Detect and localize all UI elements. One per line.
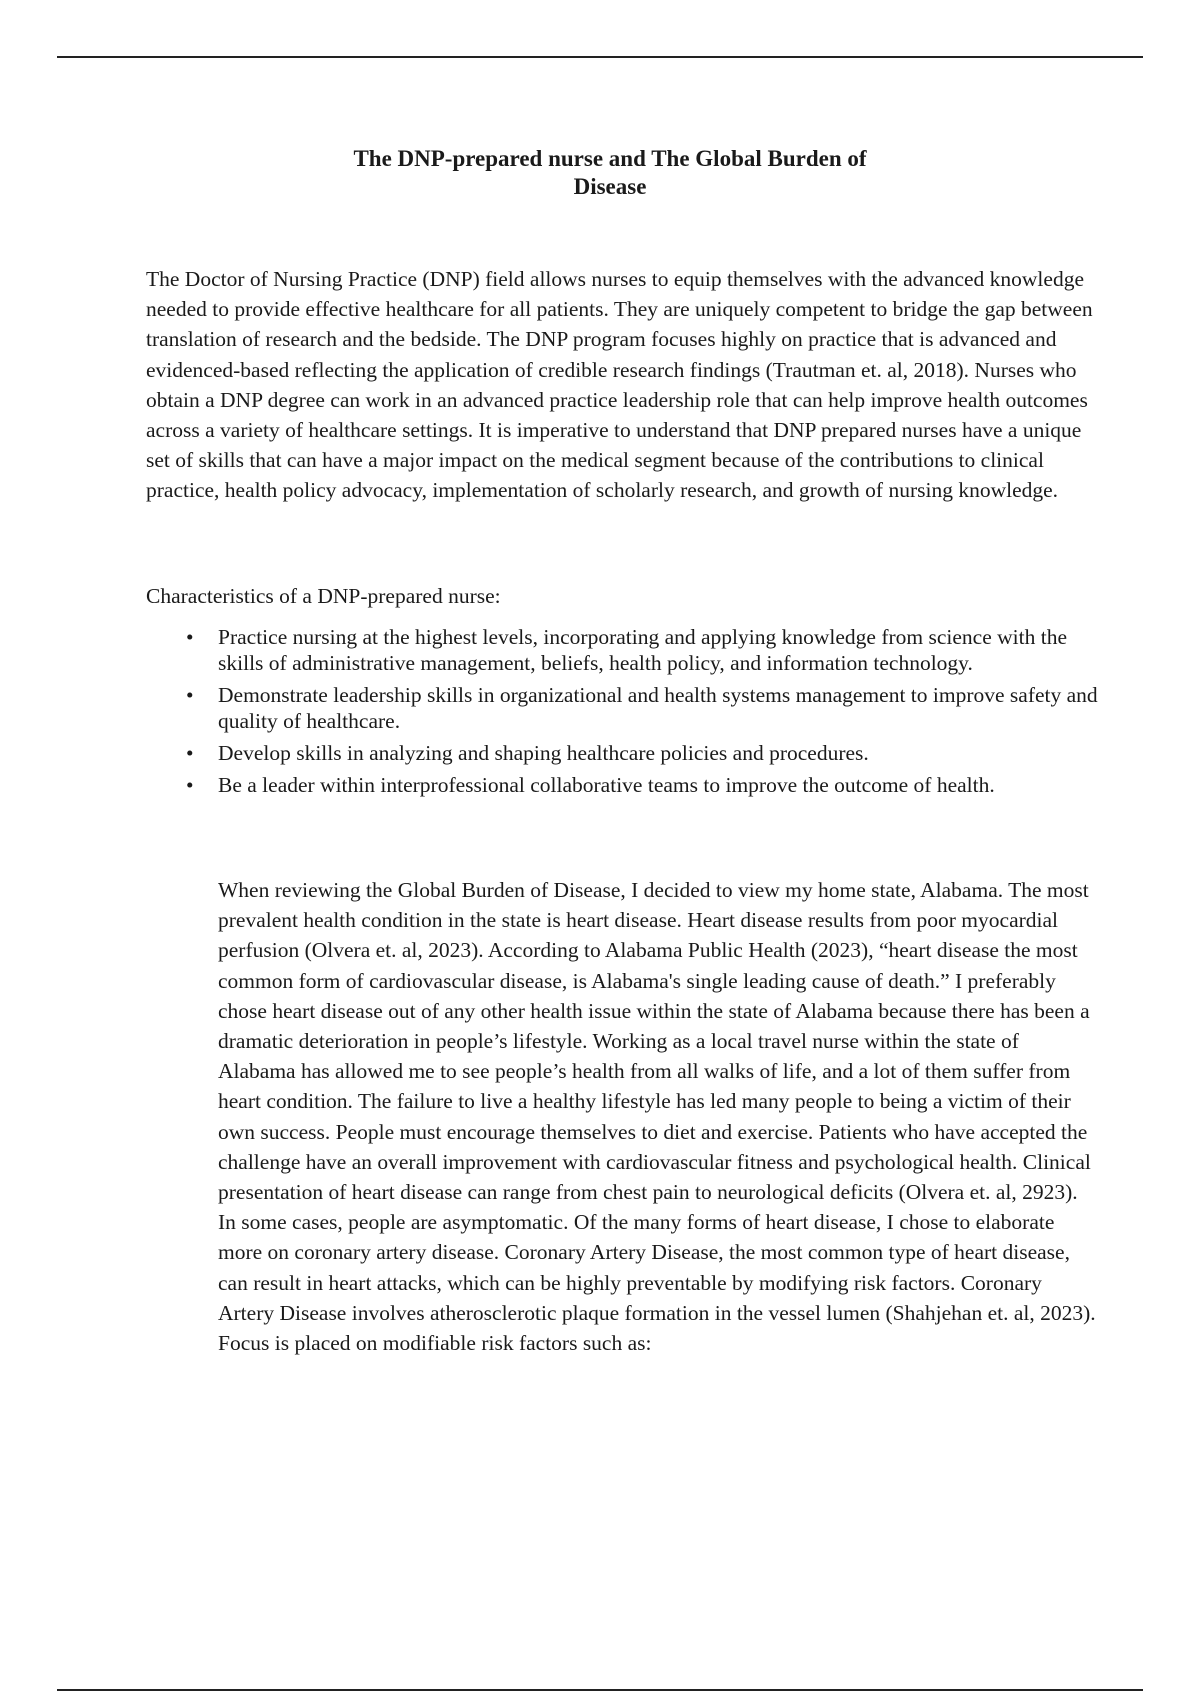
gbd-paragraph: When reviewing the Global Burden of Disease, I decided to view my home state, Alabama. The most prevalent health condition in the state is heart disease. Heart disease results from poor myocardial perfusion (Olvera et. al, 2023). According to Alabama Public Health (2023), “heart disease the most common form of cardiovascular disease, is Alabama's single leading cause of death.” I preferably chose heart disease out of any other health issue within the state of Alabama because there has been a dramatic deterioration in people’s lifestyle. Working as a local travel nurse within the state of Alabama has allowed me to see people’s health from all walks of life, and a lot of them suffer from heart condition. The failure to live a healthy lifestyle has led many people to being a victim of their own success. People must encourage themselves to diet and exercise. Patients who have accepted the challenge have an overall improvement with cardiovascular fitness and psychological health. Clinical presentation of heart disease can range from chest pain to neurological deficits (Olvera et. al, 2923). In some cases, people are asymptomatic. Of the many forms of heart disease, I chose to elaborate more on coronary artery disease. Coronary Artery Disease, the most common type of heart disease, can result in heart attacks, which can be highly preventable by modifying risk factors. Coronary Artery Disease involves atherosclerotic plaque formation in the vessel lumen (Shahjehan et. al, 2023). Focus is placed on modifiable risk factors such as: [218,878,1096,1356]
list-item: • Demonstrate leadership skills in organizational and health systems management to improve safety and quality of healthcare. [218,682,1098,734]
list-item: • Develop skills in analyzing and shaping healthcare policies and procedures. [218,740,1098,766]
list-item: • Be a leader within interprofessional collaborative teams to improve the outcome of health. [218,772,1098,798]
characteristics-heading: Characteristics of a DNP-prepared nurse: [146,584,501,608]
intro-paragraph: The Doctor of Nursing Practice (DNP) field allows nurses to equip themselves with the advanced knowledge needed to provide effective healthcare for all patients. They are uniquely competent to bridge the gap between translation of research and the bedside. The DNP program focuses highly on practice that is advanced and evidenced-based reflecting the application of credible research findings (Trautman et. al, 2018). Nurses who obtain a DNP degree can work in an advanced practice leadership role that can help improve health outcomes across a variety of healthcare settings. It is imperative to understand that DNP prepared nurses have a unique set of skills that can have a major impact on the medical segment because of the contributions to clinical practice, health policy advocacy, implementation of scholarly research, and growth of nursing knowledge. [146,267,1093,503]
header-rule [57,56,1143,58]
footer-rule [57,1689,1143,1691]
list-item: • Practice nursing at the highest levels, incorporating and applying knowledge from science with the skills of administrative management, beliefs, health policy, and information technology. [218,624,1098,676]
characteristics-list [218,624,1098,804]
document-title: The DNP-prepared nurse and The Global Burden of Disease [353,146,867,199]
